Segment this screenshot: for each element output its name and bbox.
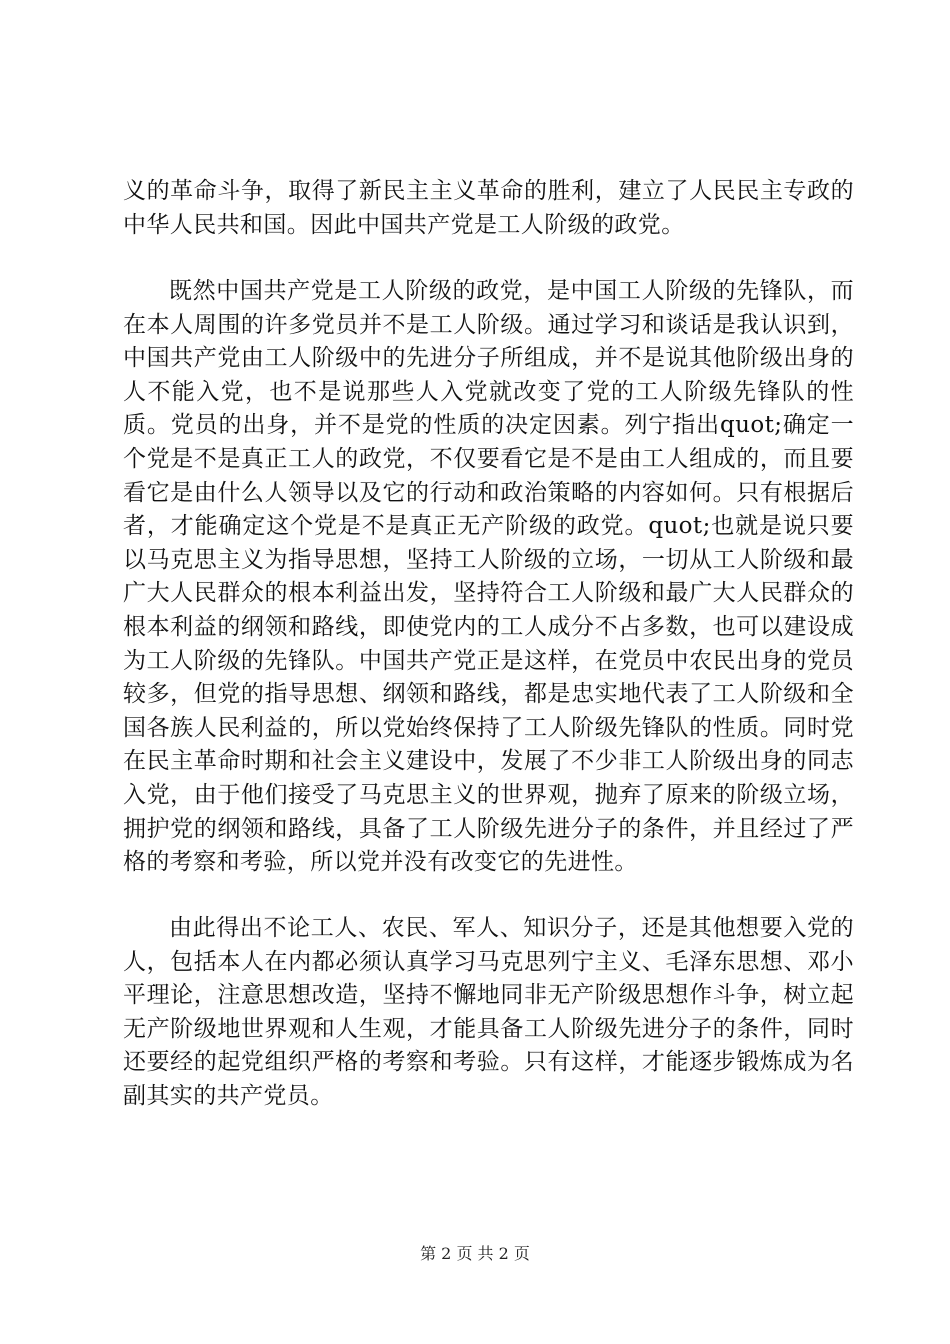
paragraph-party-nature: 既然中国共产党是工人阶级的政党，是中国工人阶级的先锋队，而在本人周围的许多党员并不是工人阶级。通过学习和谈话是我认识到，中国共产党由工人阶级中的先进分子所组成，并不是说其他阶级出身的人不能入党，也不是说那些人入党就改变了党的工人阶级先锋队的性质。党员的出身，并不是党的性质的决定因素。列宁指出quot;确定一个党是不是真正工人的政党，不仅要看它是不是由工人组成的，而且要看它是由什么人领导以及它的行动和政治策略的内容如何。只有根据后者，才能确定这个党是不是真正无产阶级的政党。quot;也就是说只要以马克思主义为指导思想，坚持工人阶级的立场，一切从工人阶级和最广大人民群众的根本利益出发，坚持符合工人阶级和最广大人民群众的根本利益的纲领和路线，即使党内的工人成分不占多数，也可以建设成为工人阶级的先锋队。中国共产党正是这样，在党员中农民出身的党员较多，但党的指导思想、纲领和路线，都是忠实地代表了工人阶级和全国各族人民利益的，所以党始终保持了工人阶级先锋队的性质。同时党在民主革命时期和社会主义建设中，发展了不少非工人阶级出身的同志入党，由于他们接受了马克思主义的世界观，抛弃了原来的阶级立场，拥护党的纲领和路线，具备了工人阶级先进分子的条件，并且经过了严格的考察和考验，所以党并没有改变它的先进性。 (123, 278, 854, 876)
paragraph-conclusion: 由此得出不论工人、农民、军人、知识分子，还是其他想要入党的人，包括本人在内都必须认真学习马克思列宁主义、毛泽东思想、邓小平理论，注意思想改造，坚持不懈地同非无产阶级思想作斗争，树立起无产阶级地世界观和人生观，才能具备工人阶级先进分子的条件，同时还要经的起党组织严格的考察和考验。只有这样，才能逐步锻炼成为名副其实的共产党员。 (123, 915, 854, 1109)
paragraph-continuation: 义的革命斗争，取得了新民主主义革命的胜利，建立了人民民主专政的中华人民共和国。因此中国共产党是工人阶级的政党。 (123, 178, 854, 238)
page-number-footer: 第 2 页 共 2 页 (420, 1244, 530, 1263)
